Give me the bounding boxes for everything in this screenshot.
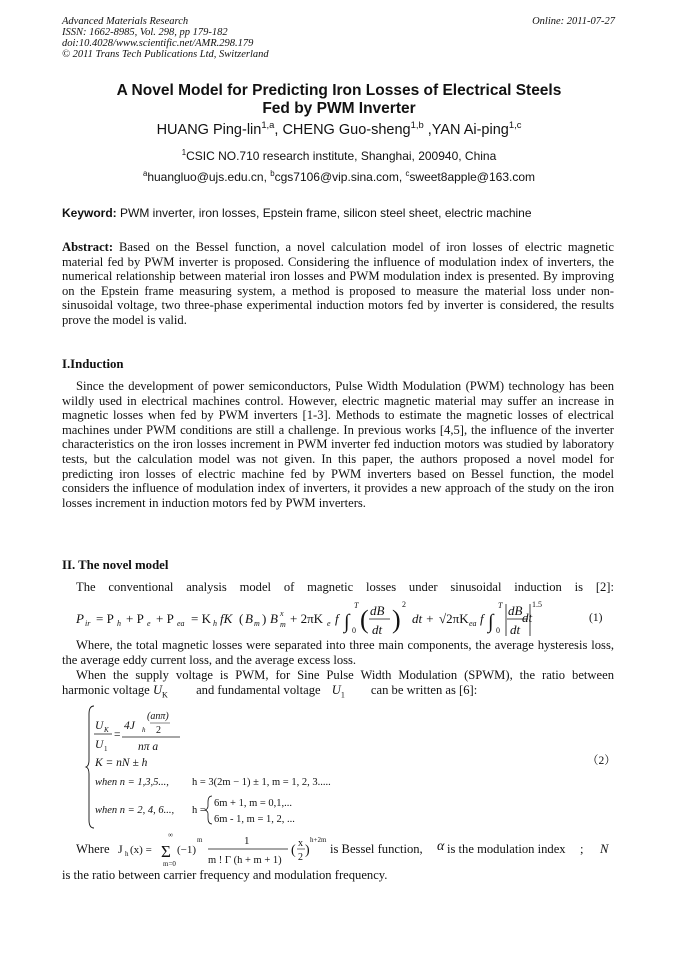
email-b[interactable]: cgs7106@vip.sina.com, [274,170,406,184]
eq2-line4a: when n = 2, 4, 6..., [95,805,175,816]
uk-symbol [153,683,193,700]
eq2-npia: nπ a [138,741,159,753]
doi: doi:10.4028/www.scientific.net/AMR.298.179 [62,38,254,49]
eq1-dB2: dB [508,603,523,618]
eq1-rhs10: √2πK [439,611,469,626]
eq2-uk: U [95,720,104,732]
where-semicolon: ; [580,842,584,856]
eq1-rhs7: B [270,611,278,626]
section-1-text: Since the development of power semiconductors, Pulse Width Modulation (PWM) technology has been wildly used in electrical machines control. However, electric magnetic material may suffer an increase in magnetic losses when fed by PWM inverters [1-3]. Methods to estimate the magnetic losses of electrical machines under PWM conditions are still a challenge. In previous works [4,5], the influence of the inverter characteristics on the iron losses increment in PWM inverter fed induction motors was studied by laboratory tests, but the calculation model was not given. In this paper, the authors proposed a novel model for predicting iron losses of electric machine fed by PWM inverters based on Bessel function, the model considers the influence of modulation index of inverters, it provides a new approach of the study on the iron losses increment in induction motors fed by PWM inverters. [62,379,614,510]
bessel-neg: (−1) [177,844,197,856]
where-label: Where [76,842,110,856]
uk-u: U [152,683,163,697]
eq1-paren-close: ) [262,611,267,626]
eq2-eq: = [114,729,121,741]
eq2-number: （2） [587,755,616,767]
eq2-line4c1: 6m + 1, m = 0,1,... [214,798,293,809]
keyword-label: Keyword: [62,206,117,220]
para3-b3: can be written as [6]: [370,683,478,697]
bessel-x-sup: h+2m [310,836,327,844]
online-date: Online: 2011-07-27 [532,16,615,27]
eq1-rhs11: f [480,611,484,626]
eq1-rhs5: fK [220,611,233,626]
eq1-paren-open: ( [239,611,244,626]
equation-2 [86,702,386,832]
bessel-paren-close: ) [305,843,310,858]
eq1-sub-ir: ir [85,619,91,628]
author-1: HUANG Ping-lin [156,122,262,138]
eq1-integral-1: ∫ [344,611,350,633]
title-line-2: Fed by PWM Inverter [262,100,416,117]
bessel-frac-den: m ! Γ (h + m + 1) [208,855,282,866]
u1-u: U [331,683,341,697]
where-mid: is Bessel function, [330,842,423,856]
section-1-heading: I.Induction [62,357,124,371]
eq1-number: (1) [589,612,603,624]
bessel-jarg: (x) = [130,844,152,856]
eq1-lim-T: T [354,601,359,610]
eq1-sub-ea2: ea [469,619,477,628]
eq1-rhs8: + 2πK [290,611,324,626]
journal-name: Advanced Materials Research [62,16,189,27]
eq1-sub-e2: e [327,619,331,628]
abstract [62,240,614,328]
author-3: ,YAN Ai-ping [423,122,509,138]
section-2-para-2: Where, the total magnetic losses were separated into three main components, the average hysteresis loss, the average eddy current loss, and the average excess loss. [62,638,614,667]
equation-1 [74,596,554,640]
author-2-sup: 1,b [410,119,424,131]
eq1-sub-e: e [147,619,151,628]
eq1-sup-15: 1.5 [532,600,542,609]
u1-1: 1 [340,690,345,700]
author-3-sup: 1,c [508,119,522,131]
title-line-1: A Novel Model for Predicting Iron Losses of Electrical Steels [116,82,562,99]
journal-metadata [62,16,269,60]
eq1-lhs: P [76,611,84,626]
eq2-arg: (anπ) [147,711,169,722]
eq1-rhs3: + P [156,611,174,626]
eq1-dt-end: dt [522,610,533,625]
eq1-dt-int: dt + [412,611,435,626]
abstract-text: Based on the Bessel function, a novel calculation model of iron losses of electric magnetic material fed by PWM inverter is proposed. Considering the influence of modulation index of inverters, the numerical relationship between material iron losses and PWM modulation index is presented. By improving on the Epstein frame measuring system, a method is proposed to measure the material loss under non-sinusoidal voltage, two three-phase experimental induction motors fed by inverter is considered, the results prove the model is valid. [62,240,614,327]
eq1-sup-x: x [280,609,284,618]
email-a[interactable]: huangluo@ujs.edu.cn, [147,170,271,184]
bessel-x-num: x [298,838,303,849]
eq1-sup-2: 2 [402,600,406,609]
eq1-rhs1: = P [96,611,114,626]
bessel-jsub: h [125,850,129,858]
section-2-para-3a: When the supply voltage is PWM, for Sine Pulse Width Modulation (SPWM), the ratio between [76,668,614,682]
section-2-heading: II. The novel model [62,558,169,572]
bessel-sum-bot: m=0 [163,860,176,868]
uk-k: K [162,690,168,700]
affiliation [62,149,616,163]
eq1-sub-h2: h [213,619,217,628]
eq2-line3a: when n = 1,3,5..., [95,777,169,788]
email-b-sup: b [270,169,275,178]
section-2-intro: The conventional analysis model of magnetic losses under sinusoidal induction is [2]: [76,580,614,594]
where-alpha-sym: α [437,839,445,854]
eq1-rhs6: B [245,611,253,626]
email-c-sup: c [405,169,410,178]
abstract-label: Abstract: [62,240,114,254]
where-end: is the ratio between carrier frequency and modulation frequency. [62,868,388,882]
bessel-frac-num: 1 [244,835,250,847]
eq1-lim-0: 0 [352,626,356,635]
keywords [62,206,616,220]
author-2: , CHENG Guo-sheng [274,122,411,138]
author-1-sup: 1,a [261,119,275,131]
eq1-lim-0b: 0 [496,626,500,635]
author-emails [62,170,616,184]
eq1-sub-m: m [254,619,260,628]
eq1-dt-den2: dt [510,622,521,637]
eq2-line2: K = nN ± h [95,757,148,769]
where-N: N [600,842,609,856]
para3-b2: and fundamental voltage [196,683,321,697]
eq2-line3b: h = 3(2m − 1) ± 1, m = 1, 2, 3..... [192,777,331,788]
bessel-paren-open: ( [291,843,296,858]
bessel-x-den: 2 [298,852,303,863]
eq1-dt-den: dt [372,622,383,637]
eq2-2: 2 [156,725,161,736]
issn: ISSN: 1662-8985, Vol. 298, pp 179-182 [62,27,228,38]
paper-title [62,82,616,118]
bessel-sigma: Σ [161,842,171,861]
bessel-j: J [118,842,123,856]
eq1-integral-2: ∫ [488,611,494,633]
bessel-sum-top: ∞ [168,831,173,839]
author-list [62,119,616,138]
eq1-rhs2: + P [126,611,144,626]
eq1-sub-h: h [117,619,121,628]
eq2-1: 1 [104,745,108,753]
eq1-sub-m2: m [280,620,286,629]
section-2-para-3b [62,683,477,700]
eq2-line4b: h = [192,805,206,816]
eq1-rhs9: f [335,611,339,626]
eq2-u1: U [95,739,104,751]
eq2-h: h [142,726,146,734]
eq1-big-paren-close: ) [392,605,401,634]
para3-b1: harmonic voltage [62,683,150,697]
eq2-line4c2: 6m - 1, m = 1, 2, ... [214,814,295,825]
eq2-4j: 4J [124,720,135,732]
where-alpha: is the modulation index [447,842,566,856]
affiliation-text: CSIC NO.710 research institute, Shanghai, 200940, China [186,149,497,163]
eq2-k: K [104,726,109,734]
eq1-big-paren-open: ( [360,605,369,634]
eq1-rhs4: = K [191,611,211,626]
eq1-dB: dB [370,603,385,618]
bessel-neg-sup: m [197,836,203,844]
keyword-text: PWM inverter, iron losses, Epstein frame, silicon steel sheet, electric machine [116,206,532,220]
affiliation-sup: 1 [181,148,187,157]
bessel-line [62,828,616,868]
email-a-sup: a [142,169,148,178]
email-c[interactable]: sweet8apple@163.com [409,170,536,184]
u1-symbol [324,683,368,700]
eq1-lim-T2: T [498,601,503,610]
eq1-sub-ea: ea [177,619,185,628]
copyright: © 2011 Trans Tech Publications Ltd, Switzerland [62,49,269,60]
